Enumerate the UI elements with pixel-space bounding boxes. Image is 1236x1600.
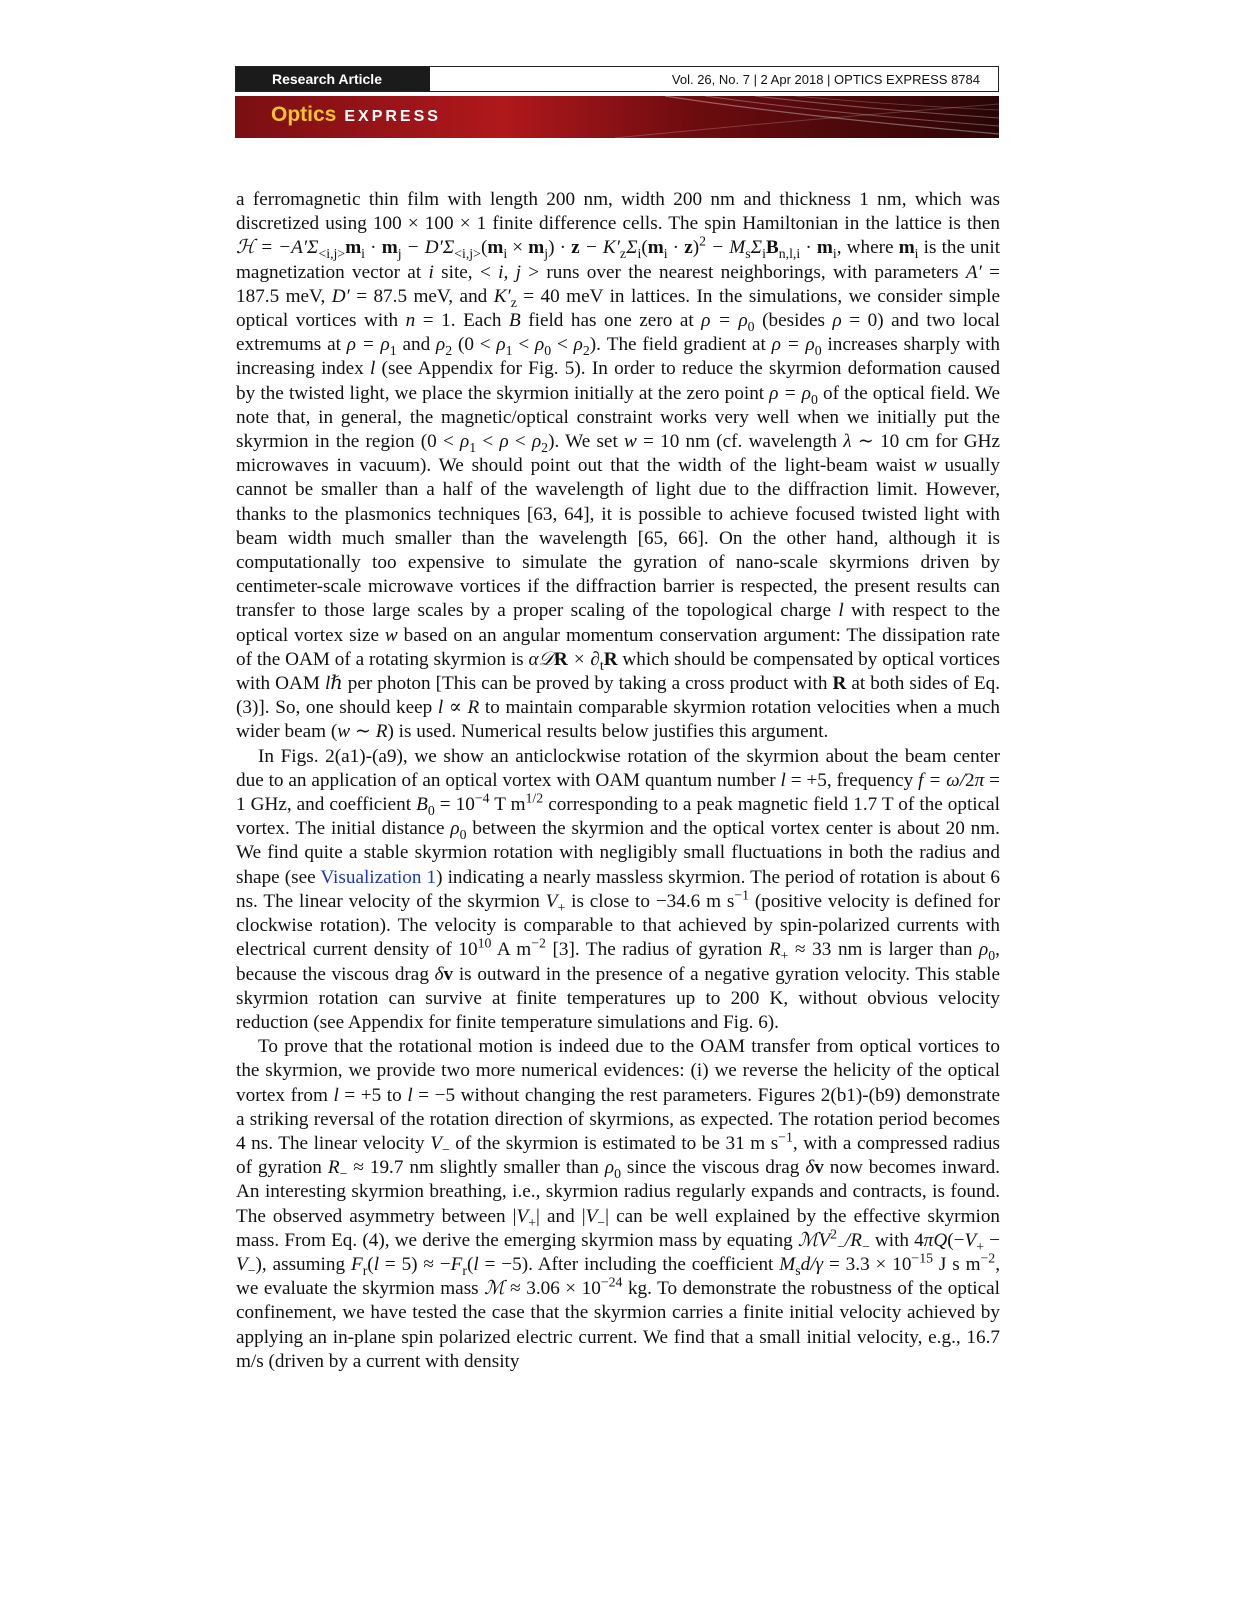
text-run: 1/2 [525,790,544,806]
text-run: = 187.5 meV, [236,261,1000,307]
text-run: V [516,1205,529,1227]
text-run: −24 [600,1274,623,1290]
text-run: (see Appendix for Fig. 5). In order to reduce the skyrmion deformation caused by the twisted light, we place the skyrmion initially at the zero point [236,358,1000,404]
text-run: 0 [814,343,822,359]
text-run: B [416,794,428,816]
text-run: ρ [499,431,509,453]
text-run: which should be compensated by optical vortices with OAM [236,648,1000,695]
text-run: l [780,769,786,791]
text-run: w [384,624,398,646]
text-run: −2 [531,935,546,951]
text-run: 2 [965,769,975,791]
text-run: lℏ [324,673,343,695]
text-run: − [984,1229,1000,1251]
text-run: field has one zero at [520,310,702,332]
text-run: ρ [535,334,545,356]
text-run: usually cannot be smaller than a half of the wavelength of light due to the diffraction limit. However, thanks to the plasmonics techniques [63, 64], it is possible to achieve focused twisted light with beam width much smaller than the wavelength [65, 66]. On the other hand, although it is computationally too expensive to simulate the gyration of nano-scale skyrmions driven by centimeter-scale microwave vortices if the diffraction barrier is respected, the present results can transfer to those large scales by a proper scaling of the topological charge [236,455,1000,622]
text-run: z [619,246,627,262]
text-run: A m [491,939,532,961]
text-run: t [599,657,604,673]
text-run: B [765,237,779,259]
text-run: ( [641,237,648,259]
text-run: 2 [699,234,707,250]
text-run: = −5). After including the coefficient [478,1253,780,1275]
text-run: m [647,237,664,259]
text-run: increases sharply with increasing index [236,334,1000,380]
text-run: , where [836,237,899,259]
text-run: z [571,237,580,259]
text-run: ( [467,1253,474,1275]
text-run: <i,j> [318,246,346,262]
text-run: (positive velocity is defined for clockwise rotation). The velocity is comparable to that achieved by spin-polarized currents with electrical current density of 10 [236,890,1000,961]
text-run: ≈ 33 nm is larger than [788,939,980,961]
text-run: /R [844,1229,862,1251]
text-run: 0 [427,802,435,818]
text-run: − M [706,237,746,259]
text-run: V [236,1253,248,1275]
text-run: ρ [979,939,989,961]
text-run: = 40 meV in lattices. In the simulations, we consider simple optical vortices with [236,285,1000,332]
text-run: 0 [747,318,755,334]
text-run: − [861,1238,870,1254]
text-run: ρ [832,310,842,332]
text-run: between the skyrmion and the optical vortex center is about 20 nm. We find quite a stable skyrmion rotation with negligibly small fluctuations in both the radius and shape (see [236,818,1000,888]
text-run: n,l,i [778,246,801,262]
text-run: of the skyrmion is estimated to be 31 m s [449,1132,779,1154]
text-run: is outward in the presence of a negative gyration velocity. This stable skyrmion rotation can survive at finite temperatures up to 200 K, without obvious velocity reduction (see Appendix for finite temperature simulations and Fig. 6). [236,963,1000,1033]
text-run: is the unit magnetization vector at [236,237,1001,283]
text-run: D′ [331,285,350,307]
text-run: In Figs. 2(a1)-(a9), we show an anticlockwise rotation of the skyrmion about the beam center due to an application of an optical vortex with OAM quantum number [236,745,1000,791]
text-run: 0 [614,1165,621,1181]
text-run: V [545,890,558,912]
text-run: l [373,1253,380,1275]
text-run: V [964,1229,977,1251]
text-run: i [663,246,668,262]
text-run: now becomes inward. An interesting skyrmion breathing, i.e., skyrmion radius regularly expands and contracts, is found. The observed asymmetry between | [236,1157,1000,1227]
text-run: > runs over the nearest neighborings, with parameters [520,261,966,283]
text-run: ρ [436,334,446,356]
text-run: l [437,697,444,719]
text-run: ≈ 3.06 × 10 [504,1278,601,1300]
text-run: ρ [573,334,583,356]
text-run: To prove that the rotational motion is indeed due to the OAM transfer from optical vortices to the skyrmion, we provide two more numerical evidences: (i) we reverse the helicity of the optical vortex from [236,1036,1000,1106]
text-run: m [381,237,398,259]
text-run: (besides [754,310,833,332]
text-run: −15 [911,1250,934,1266]
journal-header-bar [235,66,999,92]
text-run: < [508,431,532,453]
text-run: R [768,939,781,961]
text-run: z [510,294,517,310]
text-run: f = ω/ [918,769,966,791]
text-run: with respect to the optical vortex size [236,600,1000,646]
text-run: Σ [626,237,638,259]
paragraph [236,188,1000,745]
text-run: n [405,310,416,332]
text-run: [3]. The radius of gyration [545,939,769,961]
text-run: + [528,1214,537,1230]
text-run: · [667,237,685,259]
text-run: (− [947,1229,965,1251]
text-run: w [337,721,351,743]
text-run: R [832,673,847,695]
text-run: F [450,1253,463,1275]
text-run: , we evaluate the skyrmion mass [236,1253,1000,1300]
text-run: z [684,237,693,259]
text-run: a ferromagnetic thin film with length 200 nm, width 200 nm and thickness 1 nm, which was discretized using 100 × 100 × 1 finite difference cells. The spin Hamiltonian in the lattice is then [236,189,1000,235]
text-run: ). The field gradient at [589,334,772,356]
text-run: s [745,246,751,262]
text-run: ≈ 19.7 nm slightly smaller than [347,1157,605,1179]
text-run: × ∂ [567,648,600,670]
text-run: 0 [810,391,818,407]
text-run: π [974,769,985,791]
text-run: ). We set [548,431,625,453]
text-run: V [585,1205,598,1227]
text-run: R [553,648,568,670]
text-run: m [345,237,362,259]
text-run: j [544,246,549,262]
text-run: m [816,237,833,259]
text-run: − [247,1262,256,1278]
text-run: r [462,1262,467,1278]
text-run: · [800,237,817,259]
text-run: = 0) and two local extremums at [236,310,1000,356]
text-run: with 4 [869,1229,924,1251]
text-run: δ [434,963,444,985]
text-run: K′ [493,285,511,307]
text-run: ∼ [350,721,376,743]
text-run: ρ = ρ [769,382,811,404]
text-run: i [914,246,919,262]
text-run: ( [367,1253,374,1275]
text-run: 10 [477,935,492,951]
text-run: ∝ [443,697,468,719]
text-run: = +5, frequency [785,769,919,791]
text-run: 0 [459,827,467,843]
text-run: and [396,334,437,356]
text-run: site, < [433,261,499,283]
text-run: is close to −34.6 m s [565,890,735,912]
text-run: ℋ = −A′Σ [236,237,319,259]
text-run: r [362,1262,368,1278]
text-run: since the viscous drag [620,1157,806,1179]
article-body [236,188,1000,1374]
text-run: = 1 GHz, and coefficient [236,769,1000,816]
text-run: ( [480,237,488,259]
journal-banner [235,96,999,138]
text-run: ρ [450,818,460,840]
text-run: < [512,334,535,356]
text-run: 1 [505,343,513,359]
text-run: 2 [830,1226,838,1242]
text-run: α𝒟 [528,648,554,670]
text-run: l [473,1253,479,1275]
text-run: R [375,721,388,743]
text-run: i [503,246,508,262]
text-run: ), assuming [255,1253,351,1275]
text-run: −1 [778,1129,793,1145]
text-run: | can be well explained by the effective skyrmion mass. From Eq. (4), we derive the emerging skyrmion mass by equating [236,1205,1001,1251]
text-run: , with a compressed radius of gyration [236,1132,1000,1179]
text-run: − D′Σ [401,237,455,259]
text-run: 0 [544,343,552,359]
text-run: −4 [474,790,490,806]
text-run: Σ [750,237,763,259]
text-run: 1 [469,439,477,455]
text-run: l [333,1084,339,1106]
text-run: ℳ [484,1278,505,1300]
text-run: ) is used. Numerical results below justifies this argument. [387,721,829,743]
text-run: −1 [734,887,750,903]
text-run: of the optical field. We note that, in general, the magnetic/optical constraint works very well when we initially put the skyrmion in the region (0 < [236,382,1000,453]
text-run: = 3.3 × 10 [823,1253,912,1275]
text-run: i, j [498,261,521,283]
optics-express-logo [271,103,441,127]
text-run: i [762,246,766,262]
text-run: T m [489,794,526,816]
text-run: J s m [933,1253,981,1275]
text-run: = 10 [434,794,475,816]
text-run: i [832,246,837,262]
text-run: ) [692,237,700,259]
text-run: ρ = ρ [771,334,815,356]
text-run: 2 [445,343,453,359]
text-run: j [397,246,402,262]
text-run: R [327,1157,340,1179]
text-run: ρ = ρ [701,310,748,332]
text-run: 0 [988,948,996,964]
text-run: ρ = ρ [346,334,390,356]
text-run: R [603,648,618,670]
text-run: 1 [389,343,397,359]
logo-express-word: EXPRESS [344,108,441,125]
text-run: 2 [582,343,590,359]
text-run: + [976,1238,984,1254]
text-run: −2 [980,1250,996,1266]
text-run: i [361,246,366,262]
text-run: = +5 to [338,1084,408,1106]
text-run: V [430,1132,442,1154]
text-run: × [507,237,529,259]
text-run: ρ [460,431,470,453]
article-type-label: Research Article [236,67,430,91]
text-run: < [551,334,574,356]
text-run: δ [805,1157,815,1179]
text-run: ) indicating a nearly massless skyrmion. The period of rotation is about 6 ns. The linear velocity of the skyrmion [236,866,1000,912]
text-run: − [441,1141,450,1157]
text-run: = 5) ≈ − [379,1253,451,1275]
text-run: + [780,948,789,964]
text-run: , because the viscous drag [236,939,1000,985]
text-run: πQ [923,1229,948,1251]
text-run: l [407,1084,413,1106]
text-run: ρ [604,1157,615,1179]
text-run: at both sides of Eq. (3)]. So, one should keep [236,673,1000,719]
text-run: i [428,261,434,283]
text-run: | and | [536,1205,586,1227]
text-run: = 10 nm (cf. wavelength [636,431,844,453]
text-run: − [339,1165,348,1181]
logo-optics-word: Optics [271,103,337,126]
text-run: <i,j> [454,246,481,262]
text-run: = −5 without changing the rest parameters. Figures 2(b1)-(b9) demonstrate a striking reversal of the rotation direction of skyrmions, as expected. The rotation period becomes 4 ns. The linear velocity [236,1084,1000,1154]
text-run: based on an angular momentum conservation argument: The dissipation rate of the OAM of a rotating skyrmion is [236,624,1001,670]
text-run: = 1. Each [415,310,509,332]
text-run: B [508,310,521,332]
citation-line: Vol. 26, No. 7 | 2 Apr 2018 | OPTICS EXPRESS 8784 [430,67,998,91]
text-run: v [443,963,454,985]
text-run: < [476,431,500,453]
text-run: m [528,237,545,259]
text-run: − [597,1214,606,1230]
paragraph [236,745,1000,1035]
text-run: m [487,237,504,259]
text-run: ) · [548,237,572,259]
text-run: i [637,246,642,262]
paragraph [236,1035,1000,1374]
text-run: m [898,237,915,259]
text-run: F [350,1253,363,1275]
text-run: − [837,1238,845,1254]
visualization-link[interactable]: Visualization 1 [320,866,437,888]
text-run: · [365,237,382,259]
text-run: kg. To demonstrate the robustness of the optical confinement, we have tested the case that the skyrmion carries a finite initial velocity achieved by applying an in-plane spin polarized electric current. We find that a small initial velocity, e.g., 16.7 m/s (driven by a current with density [236,1278,1000,1372]
text-run: d/γ [800,1253,824,1275]
text-run: (0 < [452,334,497,356]
text-run: 2 [541,439,549,455]
text-run: A′ [965,261,982,283]
text-run: ρ [531,431,542,453]
text-run: + [557,899,566,915]
text-run: v [814,1157,824,1179]
text-run: ℳV [797,1229,831,1251]
text-run: l [369,358,376,380]
text-run: − K′ [579,237,620,259]
text-run: l [838,600,844,622]
text-run: λ [843,431,852,453]
text-run: R [467,697,480,719]
text-run: w [624,431,637,453]
text-run: w [923,455,937,477]
text-run: = 87.5 meV, and [349,285,494,307]
text-run: M [779,1253,796,1275]
text-run: ρ [496,334,506,356]
text-run: s [795,1262,801,1278]
text-run: per photon [This can be proved by taking a cross product with [342,673,833,695]
text-run: ∼ 10 cm for GHz microwaves in vacuum). We should point out that the width of the light-beam waist [236,431,1001,477]
text-run: to maintain comparable skyrmion rotation velocities when a much wider beam ( [236,697,1000,743]
text-run: corresponding to a peak magnetic field 1.7 T of the optical vortex. The initial distance [236,794,1000,840]
